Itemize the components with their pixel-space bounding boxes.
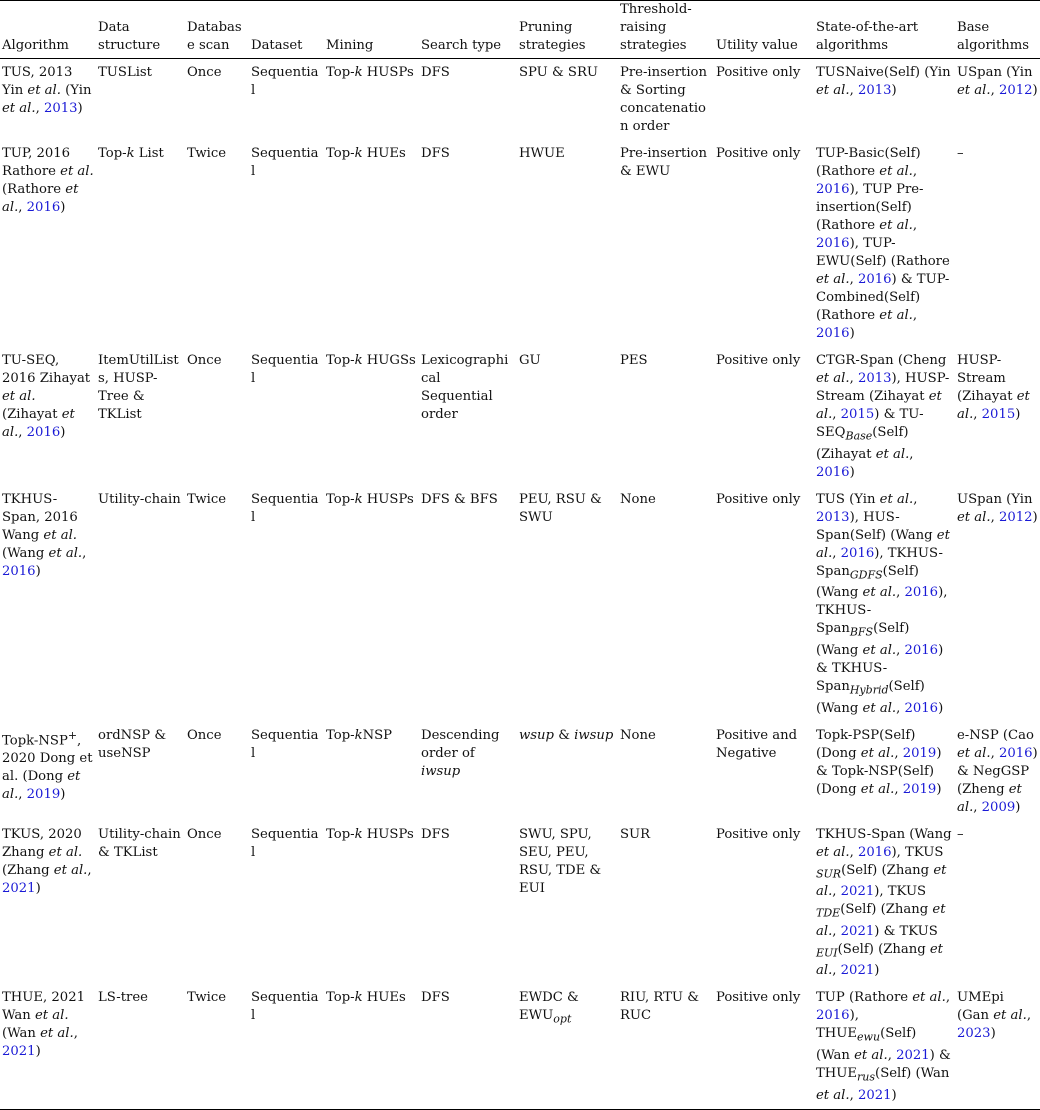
cell-base-algorithms: e-NSP (Cao et al., 2016) & NegGSP (Zheng et al., 2009): [957, 727, 1038, 815]
header-data-structure: Data structure: [98, 20, 161, 53]
citation-year[interactable]: 2013: [857, 83, 892, 98]
cell-state-of-the-art-algorithms: TUP (Rathore et al., 2016), $THUE_{ewu}(Self)$ (Wan et al., 2021) & $THUE_{rus}(Self)$ (Wan et al., 2021): [816, 990, 951, 1103]
cell-threshold-raising-strategies: None: [620, 727, 656, 743]
citation-year[interactable]: 2016: [816, 326, 850, 341]
citation-year[interactable]: 2016: [816, 182, 850, 197]
header-utility-value: Utility value: [716, 38, 798, 53]
table-row: [0, 821, 1040, 985]
citation-year[interactable]: 2013: [857, 371, 892, 386]
citation-year[interactable]: 2016: [26, 425, 61, 440]
cell-threshold-raising-strategies: PES: [620, 353, 648, 368]
header-database-scan: Database scan: [187, 20, 242, 53]
cell-state-of-the-art-algorithms: CTGR-Span (Cheng et al., 2013), HUSP-Stream (Zihayat et al., 2015) & $TU-SEQ_{Base}(Self)$ (Zihayat et al., 2016): [816, 353, 950, 480]
cell-mining: Top-k HUSPs: [326, 826, 414, 842]
cell-algorithm: TUS, 2013 Yin et al. (Yin et al., 2013): [2, 65, 92, 116]
cell-pruning-strategies: SWU, SPU, SEU, PEU, RSU, TDE & EUI: [519, 826, 602, 896]
cell-base-algorithms: –: [957, 826, 964, 842]
cell-database-scan: Once: [187, 353, 222, 368]
cell-algorithm: TUP, 2016 Rathore et al. (Rathore et al., 2016): [2, 146, 94, 215]
citation-year[interactable]: 2021: [896, 1048, 930, 1064]
header-base-algorithms: Base algorithms: [957, 20, 1030, 53]
cell-algorithm: TKHUS-Span, 2016 Wang et al. (Wang et al., 2016): [2, 491, 87, 579]
citation-year[interactable]: 2021: [840, 923, 875, 939]
citation-year[interactable]: 2023: [957, 1026, 991, 1042]
cell-utility-value: Positive only: [716, 65, 801, 80]
header-pruning-strategies: Pruning strategies: [519, 20, 586, 53]
cell-data-structure: Top-k List: [98, 146, 164, 161]
cell-state-of-the-art-algorithms: TUS (Yin et al., 2013), HUS-Span(Self) (Wang et al., 2016), TKHUS-Span$_{GDFS}$(Self) (Wang et al., 2016), TKHUS-Span$_{BFS}$(Self) (Wang et al., 2016) & TKHUS-Span$_{Hybrid}$(Self) (Wang et al., 2016): [816, 491, 950, 716]
cell-database-scan: Twice: [187, 990, 227, 1006]
table-row: [0, 722, 1040, 821]
cell-search-type: Lexicographical Sequential order: [421, 353, 509, 422]
cell-state-of-the-art-algorithms: TUP-Basic(Self) (Rathore et al., 2016), TUP Pre-insertion(Self) (Rathore et al., 2016), TUP-EWU(Self) (Rathore et al., 2016) & TUP-Combined(Self) (Rathore et al., 2016): [816, 146, 950, 341]
cell-algorithm: THUE, 2021 Wan et al. (Wan et al., 2021): [2, 990, 85, 1060]
cell-search-type: DFS: [421, 146, 450, 161]
header-dataset: Dataset: [251, 38, 303, 53]
cell-base-algorithms: HUSP-Stream (Zihayat et al., 2015): [957, 353, 1030, 422]
citation-year[interactable]: 2012: [998, 83, 1033, 98]
cell-threshold-raising-strategies: Pre-insertion & Sorting concatenation order: [620, 65, 707, 134]
citation-year[interactable]: 2015: [981, 407, 1016, 422]
table-row: [0, 59, 1040, 141]
cell-pruning-strategies: SPU & SRU: [519, 65, 598, 80]
cell-dataset: Sequential: [251, 491, 319, 525]
cell-algorithm: TU-SEQ, 2016 Zihayat et al. (Zihayat et al., 2016): [2, 353, 91, 440]
cell-base-algorithms: USpan (Yin et al., 2012): [957, 65, 1038, 98]
cell-pruning-strategies: HWUE: [519, 146, 565, 161]
citation-year[interactable]: 2015: [840, 407, 875, 422]
cell-utility-value: Positive only: [716, 990, 801, 1006]
cell-mining: Top-k HUGSs: [326, 353, 416, 368]
table-row: [0, 140, 1040, 347]
cell-utility-value: Positive and Negative: [716, 727, 798, 761]
table-header: [0, 1, 1040, 59]
table-body: [0, 59, 1040, 1110]
citation-year[interactable]: 2019: [26, 786, 61, 802]
header-algorithm: Algorithm: [2, 38, 69, 53]
citation-year[interactable]: 2021: [857, 1087, 892, 1103]
citation-year[interactable]: 2016: [904, 700, 939, 716]
cell-data-structure: ItemUtilLists, HUSP-Tree & TKList: [98, 353, 179, 422]
cell-dataset: Sequential: [251, 727, 319, 761]
citation-year[interactable]: 2019: [902, 781, 937, 797]
cell-state-of-the-art-algorithms: TUSNaive(Self) (Yin et al., 2013): [816, 65, 951, 98]
citation-year[interactable]: 2021: [840, 884, 875, 900]
cell-algorithm: TKUS, 2020 Zhang et al. (Zhang et al., 2021): [2, 826, 92, 896]
citation-year[interactable]: 2016: [857, 844, 892, 860]
table-row: [0, 347, 1040, 486]
cell-data-structure: TUSList: [98, 65, 152, 80]
citation-year[interactable]: 2021: [2, 880, 36, 896]
citation-year[interactable]: 2021: [2, 1044, 36, 1060]
cell-data-structure: ordNSP & useNSP: [98, 727, 167, 761]
citation-year[interactable]: 2016: [816, 464, 850, 480]
cell-data-structure: Utility-chain & TKList: [98, 826, 181, 860]
cell-dataset: Sequential: [251, 353, 319, 386]
citation-year[interactable]: 2012: [998, 509, 1033, 525]
citation-year[interactable]: 2013: [816, 509, 850, 525]
citation-year[interactable]: 2013: [43, 101, 78, 116]
cell-pruning-strategies: GU: [519, 353, 541, 368]
table-row: [0, 984, 1040, 1109]
header-row: [0, 1, 1040, 59]
citation-year[interactable]: 2016: [904, 585, 939, 601]
citation-year[interactable]: 2016: [840, 545, 875, 561]
cell-utility-value: Positive only: [716, 353, 801, 368]
citation-year[interactable]: 2016: [2, 563, 36, 579]
header-mining: Mining: [326, 38, 374, 53]
citation-year[interactable]: 2016: [816, 1008, 850, 1024]
cell-database-scan: Once: [187, 826, 222, 842]
cell-threshold-raising-strategies: None: [620, 491, 656, 507]
cell-data-structure: LS-tree: [98, 990, 148, 1006]
cell-utility-value: Positive only: [716, 826, 801, 842]
citation-year[interactable]: 2016: [816, 236, 850, 251]
cell-pruning-strategies: PEU, RSU & SWU: [519, 491, 602, 525]
citation-year[interactable]: 2016: [998, 745, 1033, 761]
cell-search-type: DFS: [421, 826, 450, 842]
cell-dataset: Sequential: [251, 146, 319, 179]
citation-year[interactable]: 2016: [904, 642, 939, 658]
cell-utility-value: Positive only: [716, 146, 801, 161]
cell-pruning-strategies: EWDC & $EWU_{opt}$: [519, 990, 579, 1027]
cell-state-of-the-art-algorithms: Topk-PSP(Self) (Dong et al., 2019) & Topk-NSP(Self) (Dong et al., 2019): [816, 727, 942, 797]
header-state-of-the-art-algorithms: State-of-the-art algorithms: [816, 20, 919, 53]
cell-threshold-raising-strategies: Pre-insertion & EWU: [620, 146, 707, 179]
citation-year[interactable]: 2009: [981, 799, 1016, 815]
cell-dataset: Sequential: [251, 65, 319, 98]
cell-database-scan: Twice: [187, 146, 227, 161]
cell-mining: Top-k HUSPs: [326, 65, 414, 80]
cell-base-algorithms: –: [957, 146, 964, 161]
header-search-type: Search type: [421, 38, 502, 53]
cell-pruning-strategies: wsup & iwsup: [519, 727, 614, 743]
cell-mining: Top-kNSP: [326, 727, 393, 743]
cell-state-of-the-art-algorithms: TKHUS-Span (Wang et al., 2016), TKUS $_{SUR}$(Self) (Zhang et al., 2021), TKUS $_{TDE}$(Self) (Zhang et al., 2021) & TKUS $_{EUI}$(Self) (Zhang et al., 2021): [816, 826, 952, 979]
cell-algorithm: Topk-NSP+, 2020 Dong et al. (Dong et al., 2019): [2, 728, 93, 802]
cell-search-type: DFS: [421, 990, 450, 1006]
citation-year[interactable]: 2016: [26, 200, 61, 215]
cell-search-type: DFS: [421, 65, 450, 80]
cell-mining: Top-k HUEs: [326, 146, 406, 161]
cell-dataset: Sequential: [251, 990, 319, 1024]
cell-utility-value: Positive only: [716, 491, 801, 507]
cell-database-scan: Once: [187, 727, 222, 743]
cell-base-algorithms: USpan (Yin et al., 2012): [957, 491, 1038, 525]
cell-search-type: Descending order of iwsup: [421, 727, 500, 779]
cell-mining: Top-k HUSPs: [326, 491, 414, 507]
header-threshold-raising-strategies: Threshold-raising strategies: [620, 2, 692, 53]
cell-threshold-raising-strategies: RIU, RTU & RUC: [620, 990, 699, 1024]
cell-data-structure: Utility-chain: [98, 491, 181, 507]
cell-threshold-raising-strategies: SUR: [620, 826, 651, 842]
cell-database-scan: Once: [187, 65, 222, 80]
citation-year[interactable]: 2021: [840, 963, 875, 979]
cell-search-type: DFS & BFS: [421, 491, 498, 507]
cell-dataset: Sequential: [251, 826, 319, 860]
table-row: [0, 486, 1040, 722]
cell-mining: Top-k HUEs: [326, 990, 406, 1006]
cell-base-algorithms: UMEpi (Gan et al., 2023): [957, 990, 1032, 1042]
citation-year[interactable]: 2016: [857, 272, 892, 287]
citation-year[interactable]: 2019: [902, 745, 937, 761]
cell-database-scan: Twice: [187, 491, 227, 507]
